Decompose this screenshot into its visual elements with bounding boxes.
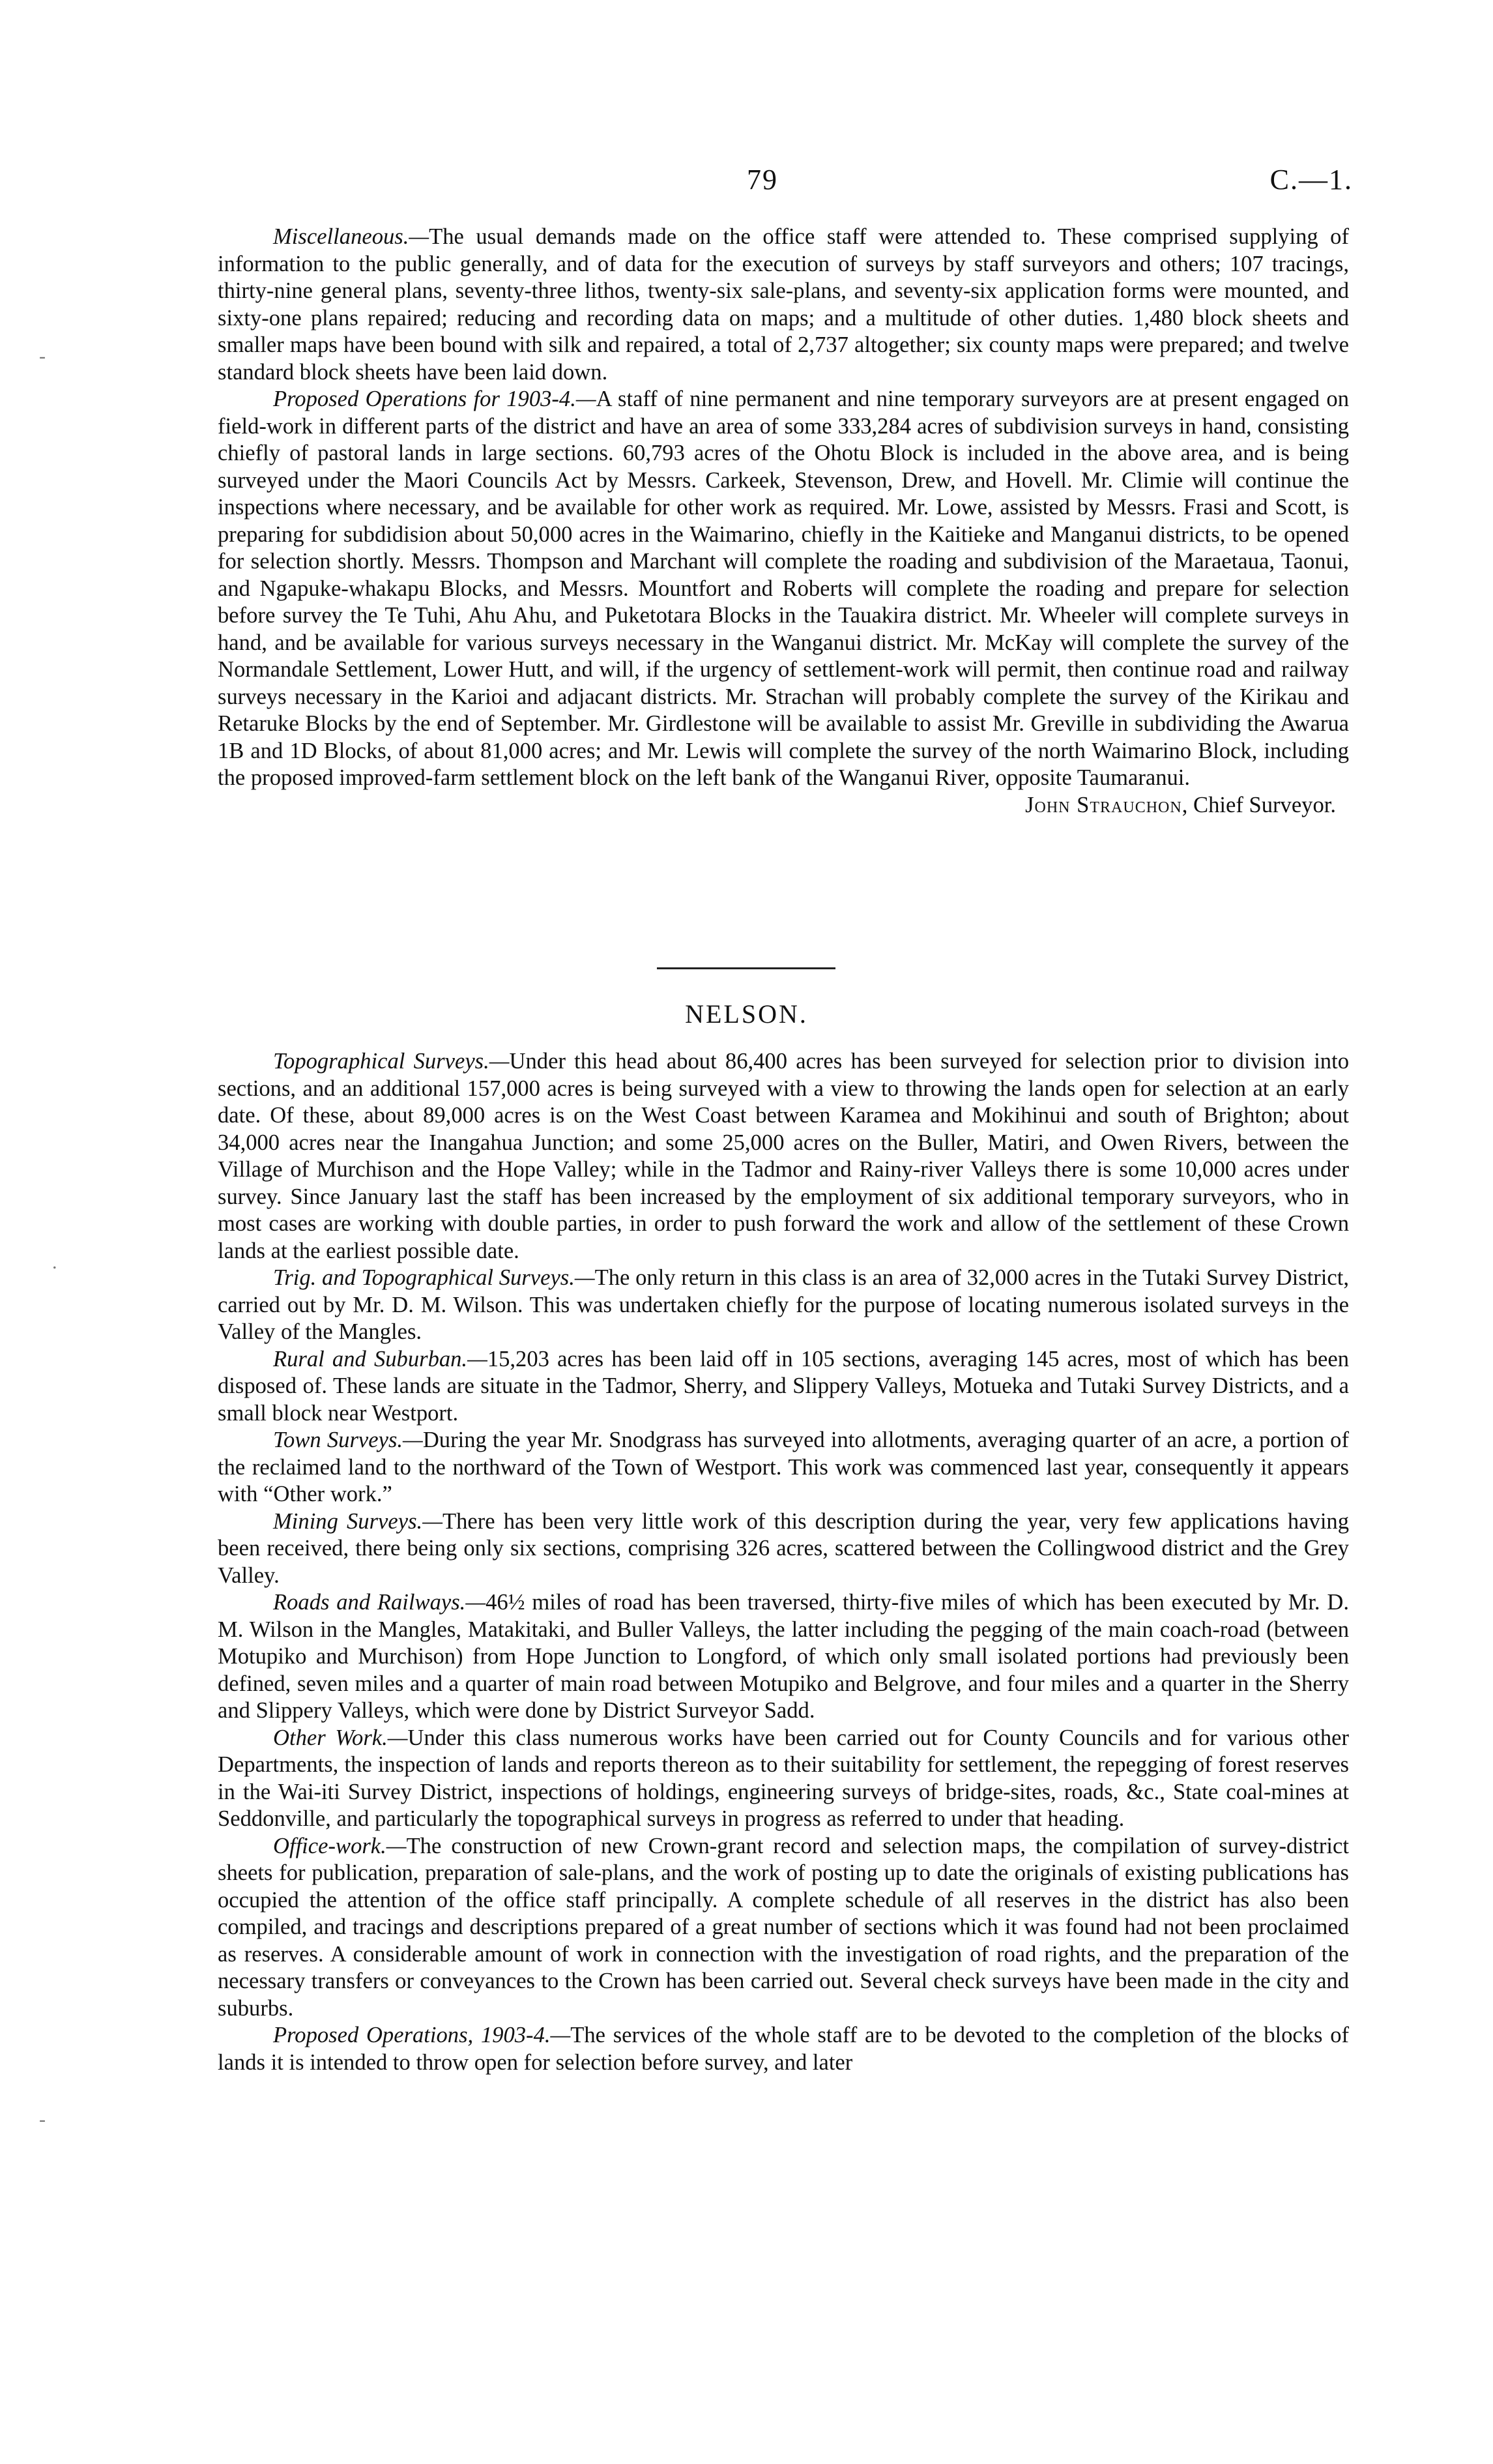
paragraph-office-work: [218, 1833, 1349, 2023]
paragraph-proposed-operations: [218, 386, 1349, 792]
paragraph-body: During the year Mr. Snodgrass has surveyed into allotments, averaging quarter of an acre, a portion of the reclaimed land to the northward of the Town of Westport. This work was commenced last year, consequently it appears with “Other work.”: [218, 1428, 1349, 1506]
paragraph-trig-topographical: [218, 1265, 1349, 1346]
signature: [218, 792, 1349, 819]
paragraph-body: Under this head about 86,400 acres has been surveyed for selection prior to division into sections, and an additional 157,000 acres is being surveyed with a view to throwing the lands open for selection at an early date. Of these, about 89,000 acres is on the West Coast between Karamea and Mokihinui and south of Brighton; about 34,000 acres near the Inangahua Junction; and some 25,000 acres on the Buller, Matiri, and Owen Rivers, between the Village of Murchison and the Hope Valley; while in the Tadmor and Rainy-river Valleys there is some 10,000 acres under survey. Since January last the staff has been increased by the employment of six additional temporary surveyors, who in most cases are working with double parties, in order to push forward the work and allow of the settlement of these Crown lands at the earliest possible date.: [218, 1049, 1349, 1263]
paragraph-proposed-operations-nelson: [218, 2022, 1349, 2076]
paragraph-heading: Trig. and Topographical Surveys.—: [273, 1265, 595, 1290]
section-divider: [657, 967, 835, 969]
document-code: C.—1.: [1269, 164, 1353, 196]
paragraph-heading: Miscellaneous.—: [273, 224, 429, 249]
paragraph-heading: Proposed Operations for 1903-4.—: [273, 387, 596, 411]
paragraph-body: Under this class numerous works have been carried out for County Councils and for various other Departments, the inspection of lands and reports thereon as to their suitability for settlement, the repegging of forest reserves in the Wai-iti Survey District, inspections of holdings, engineering surveys of bridge-sites, roads, &c., State coal-mines at Seddonville, and particularly the topographical surveys in progress as referred to under that heading.: [218, 1725, 1349, 1831]
paragraph-heading: Topographical Surveys.—: [273, 1049, 510, 1074]
margin-mark: -: [39, 345, 46, 367]
paragraph-body: There has been very little work of this description during the year, very few applications having been received, there being only six sections, comprising 326 acres, scattered between the Collingwood district and the Grey Valley.: [218, 1508, 1350, 1588]
margin-mark: .: [52, 1252, 57, 1273]
paragraph-roads-railways: [218, 1589, 1349, 1725]
paragraph-heading: Other Work.—: [273, 1725, 408, 1750]
paragraph-body: 46½ miles of road has been traversed, thirty-five miles of which has been executed by Mr. D. M. Wilson in the Mangles, Matakitaki, and Buller Valleys, the latter including the pegging of the main coach-road (between Motupiko and Murchison) from Hope Junction to Longford, of which only small isolated portions had previously been defined, seven miles and a quarter of main road between Motupiko and Belgrove, and four miles and a quarter in the Sherry and Slippery Valleys, which were done by District Surveyor Sadd.: [218, 1590, 1349, 1723]
paragraph-heading: Mining Surveys.—: [273, 1508, 442, 1534]
paragraph-heading: Office-work.—: [273, 1833, 407, 1858]
paragraph-mining-surveys: [218, 1508, 1349, 1590]
wellington-section: [218, 224, 1349, 819]
paragraph-heading: Rural and Suburban.—: [273, 1346, 487, 1371]
nelson-section: [218, 1048, 1349, 2076]
paragraph-miscellaneous: [218, 224, 1349, 386]
section-title-nelson: NELSON.: [685, 999, 808, 1029]
paragraph-heading: Proposed Operations, 1903-4.—: [273, 2023, 571, 2047]
paragraph-topographical-surveys: [218, 1048, 1349, 1265]
paragraph-body: The services of the whole staff are to be devoted to the completion of the blocks of lands it is intended to throw open for selection before survey, and later: [218, 2023, 1350, 2075]
paragraph-heading: Roads and Railways.—: [273, 1590, 486, 1615]
paragraph-body: 15,203 acres has been laid off in 105 sections, averaging 145 acres, most of which has been disposed of. These lands are situate in the Tadmor, Sherry, and Slippery Valleys, Motueka and Tutaki Survey Districts, and a small block near Westport.: [218, 1346, 1349, 1426]
paragraph-town-surveys: [218, 1427, 1349, 1508]
paragraph-rural-suburban: [218, 1346, 1349, 1428]
page-number: 79: [747, 164, 778, 196]
signature-title: , Chief Surveyor.: [1181, 792, 1336, 817]
paragraph-body: A staff of nine permanent and nine temporary surveyors are at present engaged on field-work in different parts of the district and have an area of some 333,284 acres of subdivision surveys in hand, consisting chiefly of pastoral lands in large sections. 60,793 acres of the Ohotu Block is included in the above area, and is being surveyed under the Maori Councils Act by Messrs. Carkeek, Stevenson, Drew, and Hovell. Mr. Climie will continue the inspections where necessary, and be available for other work as required. Mr. Lowe, assisted by Messrs. Frasi and Scott, is preparing for subdidision about 50,000 acres in the Waimarino, chiefly in the Kaitieke and Manganui districts, to be opened for selection shortly. Messrs. Thompson and Marchant will complete the roading and subdivision of the Maraetaua, Taonui, and Ngapuke-whakapu Blocks, and Messrs. Mountfort and Roberts will complete the roading and prepare for selection before survey the Te Tuhi, Ahu Ahu, and Puketotara Blocks in the Tauakira district. Mr. Wheeler will complete surveys in hand, and be available for various surveys necessary in the Wanganui district. Mr. McKay will complete the survey of the Normandale Settlement, Lower Hutt, and will, if the urgency of settlement-work will permit, then continue road and railway surveys necessary in the Karioi and adjacant districts. Mr. Strachan will probably complete the survey of the Kirikau and Retaruke Blocks by the end of September. Mr. Girdlestone will be available to assist Mr. Greville in subdividing the Awarua 1B and 1D Blocks, of about 81,000 acres; and Mr. Lewis will complete the survey of the north Waimarino Block, including the proposed improved-farm settlement block on the left bank of the Wanganui River, opposite Taumaranui.: [218, 387, 1349, 790]
paragraph-other-work: [218, 1725, 1349, 1833]
paragraph-body: The only return in this class is an area of 32,000 acres in the Tutaki Survey District, carried out by Mr. D. M. Wilson. This was undertaken chiefly for the purpose of locating numerous isolated surveys in the Valley of the Mangles.: [218, 1265, 1349, 1344]
paragraph-body: The construction of new Crown-grant record and selection maps, the compilation of survey-district sheets for publication, preparation of sale-plans, and the work of posting up to date the originals of existing publications has occupied the attention of the office staff principally. A complete schedule of all reserves in the district has also been compiled, and tracings and descriptions prepared of a great number of sections which it was found had not been proclaimed as reserves. A considerable amount of work in connection with the investigation of road rights, and the preparation of the necessary transfers or conveyances to the Crown has been carried out. Several check surveys have been made in the city and suburbs.: [218, 1833, 1349, 2021]
paragraph-heading: Town Surveys.—: [273, 1428, 423, 1452]
signature-name: John Strauchon: [1025, 792, 1182, 817]
margin-mark: -: [39, 2109, 46, 2130]
paragraph-body: The usual demands made on the office staff were attended to. These comprised supplying of information to the public generally, and of data for the execution of surveys by staff surveyors and others; 107 tracings, thirty-nine general plans, seventy-three lithos, twenty-six sale-plans, and seventy-six application forms were mounted, and sixty-one plans repaired; reducing and recording data on maps; and a multitude of other duties. 1,480 block sheets and smaller maps have been bound with silk and repaired, a total of 2,737 altogether; six county maps were prepared; and twelve standard block sheets have been laid down.: [218, 224, 1349, 385]
